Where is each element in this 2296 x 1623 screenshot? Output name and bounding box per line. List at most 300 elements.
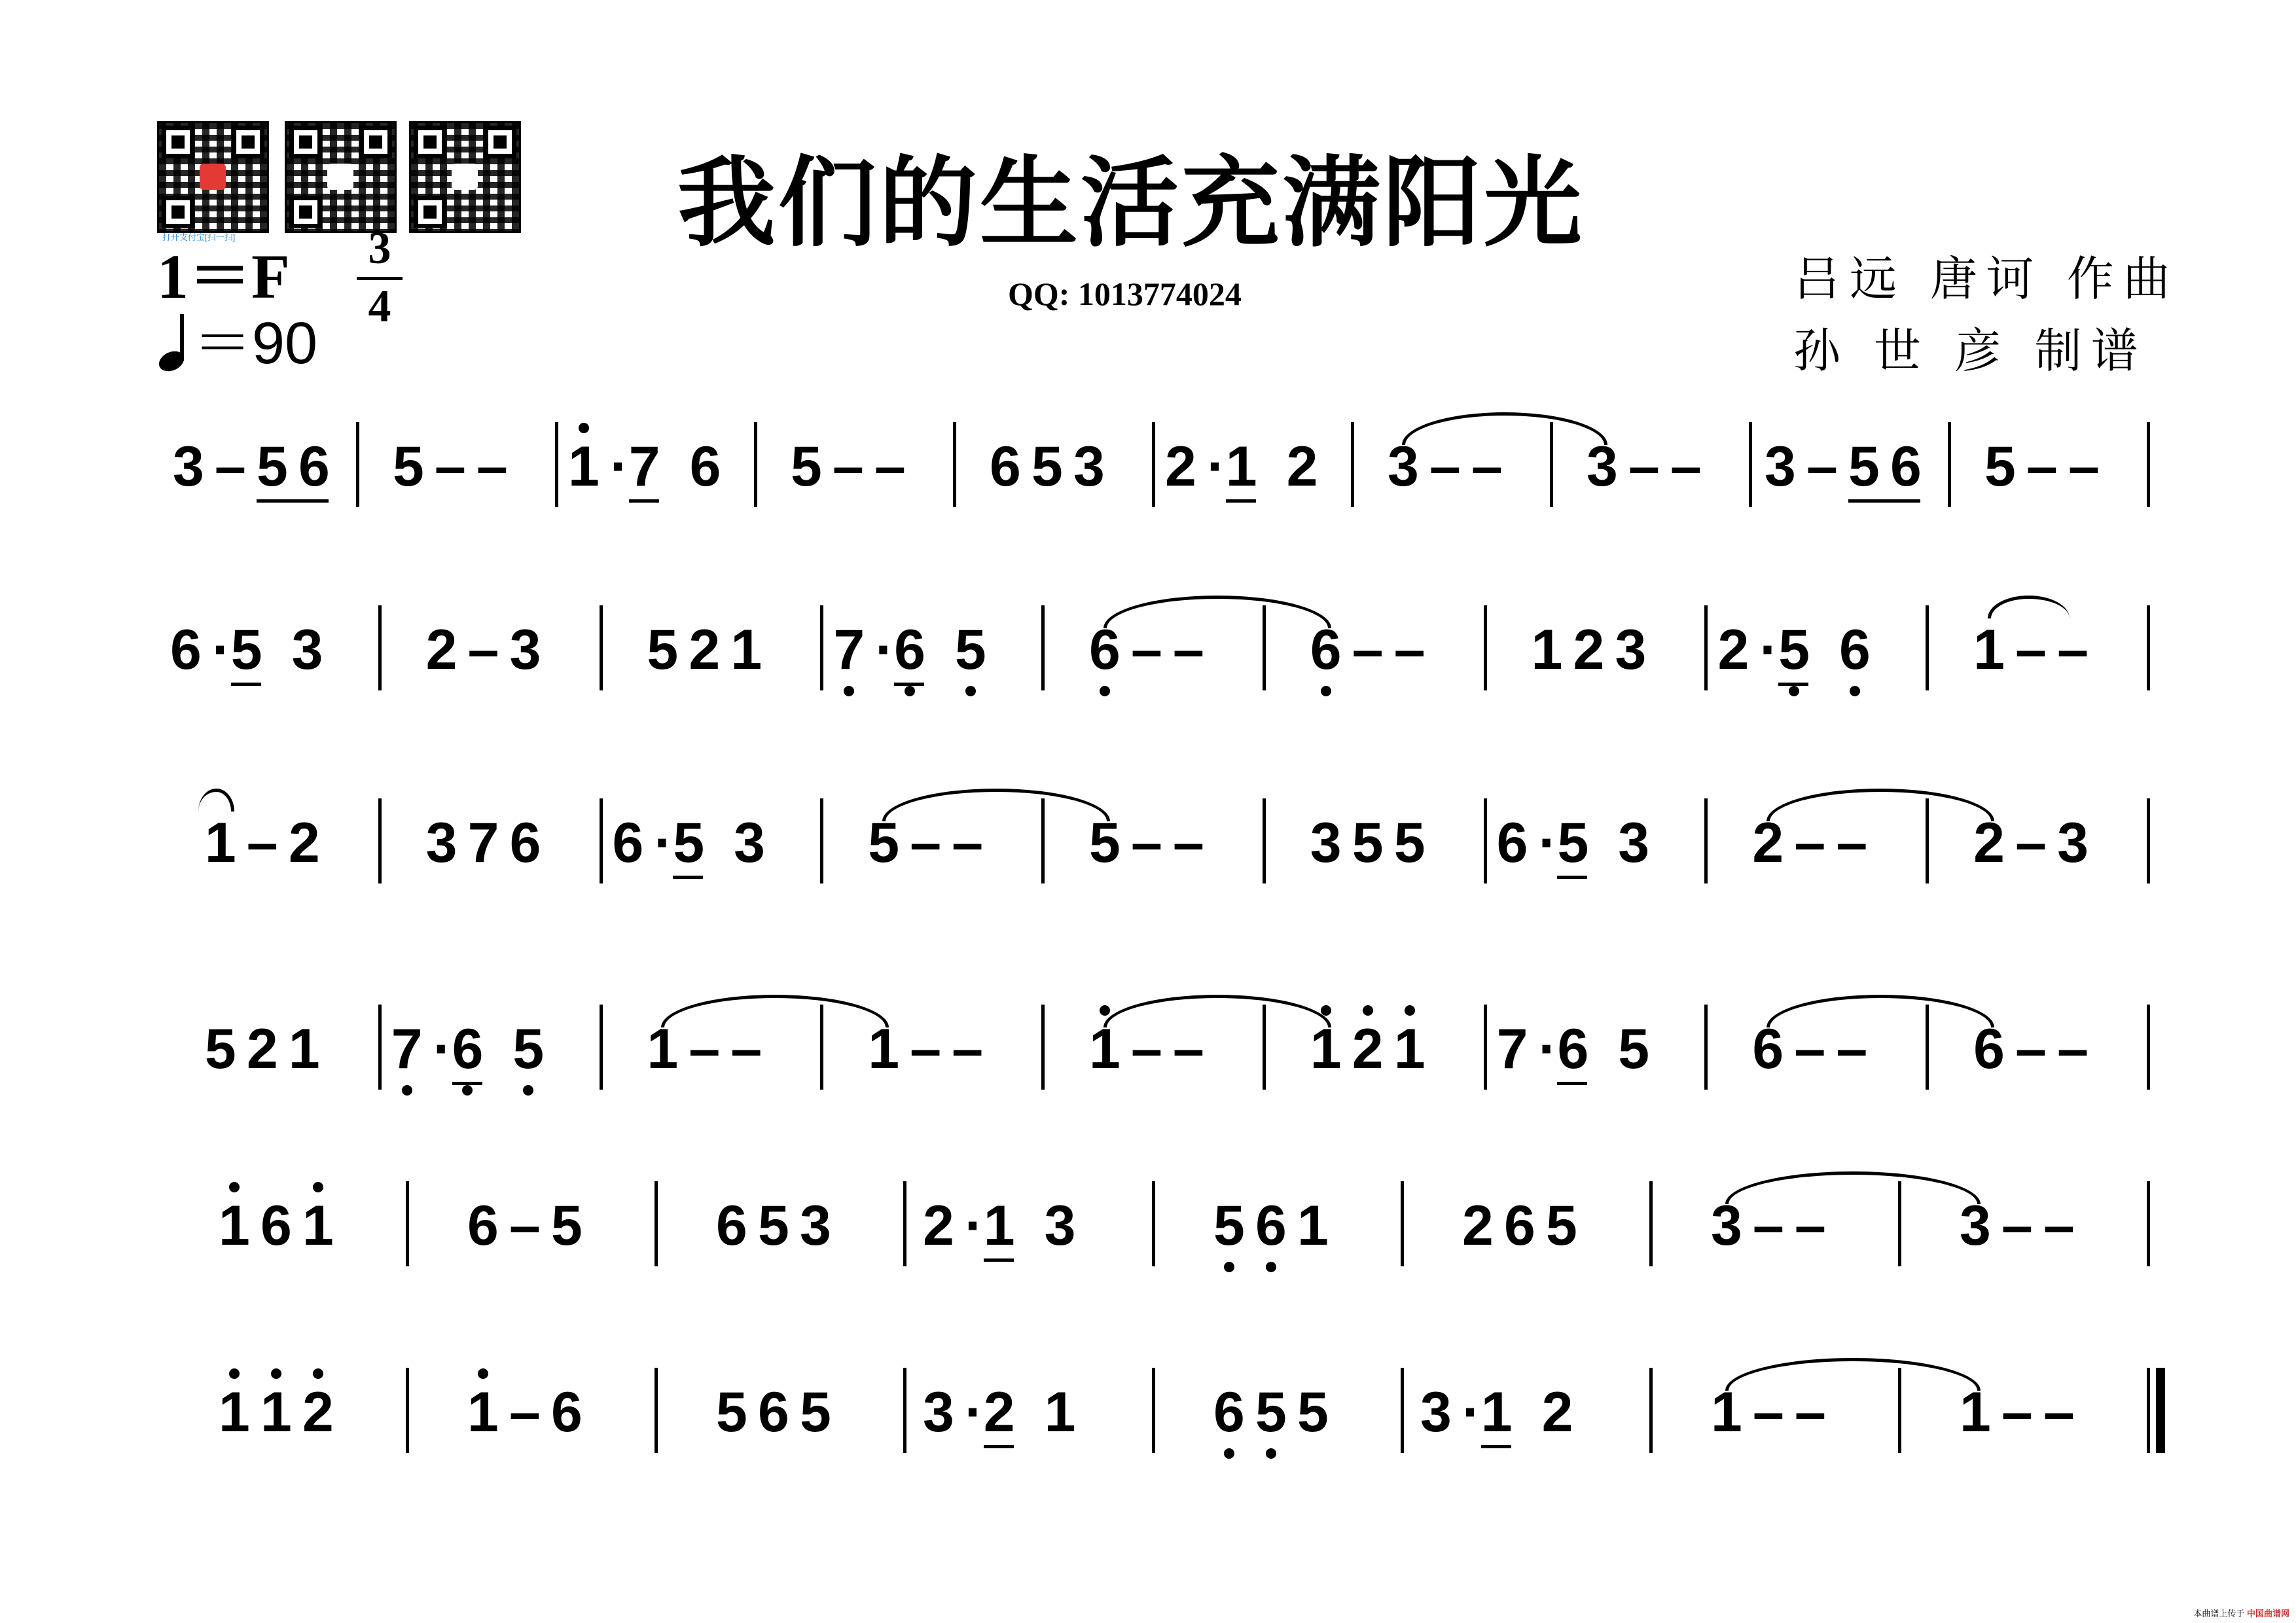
dash: – — [1429, 435, 1461, 498]
barline — [378, 798, 382, 883]
dash: – — [435, 435, 466, 498]
note: 1 — [1973, 618, 2005, 681]
eighth-underline — [1226, 499, 1256, 503]
note: 1 — [288, 1018, 320, 1080]
note: 3 — [1618, 812, 1650, 874]
dash: – — [509, 1194, 541, 1257]
measure — [1263, 779, 1484, 910]
note: 3 — [800, 1194, 831, 1257]
eighth-underline — [1848, 499, 1920, 503]
measure — [1401, 1162, 1649, 1293]
eighth-underline — [984, 1445, 1014, 1448]
note: 1 — [1225, 435, 1257, 498]
note: 1 — [647, 1018, 679, 1080]
octave-dot-below — [1224, 1448, 1234, 1459]
measure — [600, 586, 821, 717]
note: 3 — [2057, 812, 2089, 874]
note: 2 — [1573, 618, 1605, 681]
note: 3 — [1711, 1194, 1742, 1257]
eighth-underline — [673, 876, 703, 879]
eighth-underline — [1778, 683, 1808, 686]
octave-dot-above — [478, 1368, 488, 1379]
barline — [903, 1368, 906, 1453]
octave-dot-below — [844, 686, 854, 696]
qr-caption: 打开支付宝[扫一扫] — [162, 232, 236, 242]
measure — [1704, 586, 1926, 717]
octave-dot-below — [1850, 686, 1860, 696]
note: 3 — [425, 812, 457, 874]
augmentation-dot: · — [965, 1381, 984, 1444]
note: 7 — [1496, 1018, 1528, 1080]
augmentation-dot: · — [1207, 435, 1226, 498]
note: 6 — [1213, 1384, 1245, 1440]
note: 6 — [1890, 435, 1922, 498]
dash: – — [1794, 812, 1826, 874]
time-signature-bottom: 4 — [368, 281, 391, 332]
note: 5 — [1618, 1018, 1650, 1080]
note: 3 — [734, 812, 765, 874]
measure — [356, 402, 555, 533]
note: 5 — [204, 1018, 236, 1080]
note: 3 — [1310, 812, 1342, 874]
dash: – — [2001, 1381, 2033, 1444]
barline — [1263, 798, 1266, 883]
note: 3 — [1044, 1194, 1076, 1257]
note: 1 — [260, 1384, 292, 1440]
note: 5 — [791, 435, 822, 498]
measure — [1948, 402, 2147, 533]
dash: – — [1393, 618, 1426, 681]
measure — [953, 402, 1152, 533]
note: 2 — [1165, 435, 1196, 498]
qr-code-qq — [409, 121, 521, 233]
footer-brand: 中国曲谱网 — [2246, 1609, 2289, 1618]
key-signature-text: 1＝F — [157, 241, 290, 312]
dash: – — [730, 1018, 762, 1080]
note: 1 — [219, 1384, 250, 1440]
note: 2 — [923, 1194, 954, 1257]
note: 6 — [612, 812, 644, 874]
augmentation-dot: · — [965, 1194, 984, 1257]
note: 5 — [800, 1381, 831, 1444]
note: 2 — [1973, 812, 2005, 874]
note: 1 — [730, 618, 762, 681]
barline — [555, 422, 558, 507]
note: 5 — [1297, 1381, 1329, 1444]
barline — [903, 1181, 906, 1266]
song-title: 我们的生活充满阳光 — [677, 145, 1585, 260]
note: 5 — [868, 812, 900, 874]
octave-dot-below — [905, 686, 915, 696]
barline — [1484, 605, 1487, 690]
barline — [1401, 1368, 1404, 1453]
octave-dot-above — [1405, 1005, 1415, 1016]
barline — [1484, 798, 1487, 883]
note: 2 — [1717, 618, 1749, 681]
barline — [1704, 798, 1708, 883]
eighth-underline — [1557, 876, 1587, 879]
measure — [1484, 586, 1705, 717]
barline — [1704, 1005, 1708, 1090]
note: 2 — [1352, 1021, 1384, 1077]
dash: – — [509, 1381, 541, 1444]
dash: – — [215, 435, 246, 498]
dash: – — [1172, 618, 1204, 681]
augmentation-dot: · — [1538, 812, 1558, 874]
note: 1 — [1297, 1194, 1329, 1257]
octave-dot-above — [579, 423, 589, 433]
note: 6 — [1504, 1194, 1535, 1257]
octave-dot-below — [1266, 1262, 1276, 1272]
note: 5 — [1213, 1198, 1245, 1254]
note: 6 — [467, 1194, 499, 1257]
note: 5 — [716, 1381, 747, 1444]
note: 5 — [512, 1021, 544, 1077]
measure — [1152, 402, 1351, 533]
dash: – — [2026, 435, 2058, 498]
note: 1 — [868, 1018, 900, 1080]
note: 5 — [955, 622, 986, 678]
measure — [157, 402, 356, 533]
note: 3 — [1420, 1381, 1452, 1444]
measure — [600, 779, 821, 910]
note: 1 — [1711, 1381, 1742, 1444]
barline — [820, 605, 823, 690]
dash: – — [1836, 1018, 1868, 1080]
barline — [953, 422, 956, 507]
note: 6 — [716, 1194, 747, 1257]
note: 5 — [1848, 435, 1880, 498]
octave-dot-below — [1266, 1448, 1276, 1459]
octave-dot-below — [523, 1085, 533, 1096]
dash: – — [1172, 812, 1204, 874]
measure — [655, 1348, 903, 1479]
note: 2 — [288, 812, 320, 874]
note: 5 — [1778, 622, 1810, 678]
barline — [406, 1368, 409, 1453]
note: 6 — [1310, 622, 1342, 678]
note: 6 — [990, 435, 1021, 498]
octave-dot-below — [1224, 1262, 1234, 1272]
note: 3 — [291, 618, 323, 681]
measure — [1484, 779, 1705, 910]
dash: – — [2057, 618, 2089, 681]
note: 6 — [298, 435, 330, 498]
dash: – — [1836, 812, 1868, 874]
dash: – — [689, 1018, 721, 1080]
measure — [820, 586, 1041, 717]
measure — [655, 1162, 903, 1293]
dash: – — [952, 812, 984, 874]
dash: – — [2057, 1018, 2089, 1080]
note: 1 — [1089, 1021, 1121, 1077]
note: 1 — [1394, 1021, 1426, 1077]
time-signature-top: 3 — [368, 223, 391, 274]
note: 2 — [425, 618, 457, 681]
note: 3 — [173, 435, 204, 498]
barline — [1152, 1368, 1155, 1453]
note: 2 — [1541, 1381, 1573, 1444]
barline — [2147, 798, 2150, 883]
barline — [1152, 1181, 1155, 1266]
dash: – — [910, 812, 942, 874]
dash: – — [2015, 1018, 2047, 1080]
note: 5 — [1088, 812, 1121, 874]
note: 1 — [1960, 1381, 1991, 1444]
note: 1 — [1480, 1381, 1513, 1444]
qq-number: QQ: 1013774024 — [1008, 276, 1242, 312]
barline — [356, 422, 359, 507]
eighth-underline — [984, 1258, 1014, 1262]
qr-code-alipay — [157, 121, 269, 233]
note: 6 — [1496, 812, 1528, 874]
note: 3 — [923, 1381, 954, 1444]
note: 7 — [467, 812, 499, 874]
note: 2 — [983, 1381, 1015, 1444]
measure — [903, 1162, 1152, 1293]
note: 5 — [673, 812, 705, 874]
note: 5 — [1393, 812, 1426, 874]
note: 3 — [1388, 435, 1419, 498]
composer-credit: 吕远 唐诃 作曲 — [1793, 251, 2179, 306]
measure — [157, 1162, 406, 1293]
measure — [1484, 985, 1705, 1116]
note: 2 — [1286, 435, 1318, 498]
barline — [754, 422, 757, 507]
note: 5 — [551, 1194, 583, 1257]
note: 6 — [1089, 622, 1121, 678]
dash: – — [1130, 1018, 1162, 1080]
measure — [754, 402, 953, 533]
octave-dot-above — [1363, 1005, 1373, 1016]
dash: – — [1130, 618, 1162, 681]
dash: – — [2068, 435, 2100, 498]
augmentation-dot: · — [654, 812, 673, 874]
note: 6 — [1839, 622, 1871, 678]
note: 5 — [647, 618, 679, 681]
barline — [1649, 1181, 1653, 1266]
note: 7 — [628, 435, 660, 498]
octave-dot-above — [313, 1182, 323, 1192]
note: 3 — [1073, 435, 1105, 498]
barline — [1152, 422, 1155, 507]
note: 2 — [246, 1018, 278, 1080]
barline — [1484, 1005, 1487, 1090]
note: 6 — [452, 1021, 484, 1077]
barline — [655, 1181, 658, 1266]
measure — [157, 779, 378, 910]
note: 6 — [551, 1381, 583, 1444]
note: 6 — [170, 618, 202, 681]
note: 1 — [302, 1198, 334, 1254]
dash: – — [1795, 1194, 1826, 1257]
note: 1 — [983, 1194, 1015, 1257]
dash: – — [1753, 1381, 1784, 1444]
note: 2 — [1462, 1194, 1494, 1257]
augmentation-dot: · — [1538, 1018, 1558, 1080]
barline — [600, 1005, 603, 1090]
barline — [1041, 1005, 1045, 1090]
augmentation-dot: · — [212, 618, 231, 681]
note: 2 — [1752, 812, 1784, 874]
measure — [157, 586, 378, 717]
dash: – — [952, 1018, 984, 1080]
augmentation-dot: · — [433, 1018, 452, 1080]
eighth-underline — [1557, 1082, 1587, 1085]
time-signature — [357, 223, 403, 332]
footer-credit — [2193, 1607, 2289, 1619]
octave-dot-above — [229, 1182, 240, 1192]
note: 6 — [260, 1194, 292, 1257]
eighth-underline — [257, 499, 329, 503]
note: 1 — [1531, 618, 1563, 681]
augmentation-dot: · — [875, 618, 894, 681]
key-signature — [157, 241, 290, 312]
dash: – — [2001, 1194, 2033, 1257]
score-row — [0, 1162, 2296, 1293]
note: 5 — [1546, 1194, 1577, 1257]
barline — [1704, 605, 1708, 690]
measure — [378, 779, 600, 910]
tempo-value: ＝90 — [193, 311, 318, 376]
dash: – — [1753, 1194, 1784, 1257]
dash: – — [1806, 435, 1838, 498]
note: 6 — [1255, 1198, 1287, 1254]
dash: – — [246, 812, 278, 874]
octave-dot-below — [1789, 686, 1799, 696]
note: 6 — [894, 622, 925, 678]
dash: – — [833, 435, 864, 498]
measure — [378, 985, 600, 1116]
barline — [2147, 1181, 2150, 1266]
barline — [655, 1368, 658, 1453]
dash: – — [1795, 1381, 1826, 1444]
dash: – — [2043, 1194, 2075, 1257]
measure — [378, 586, 600, 717]
eighth-underline — [452, 1082, 482, 1085]
qr-code-wechat — [285, 121, 397, 233]
barline — [600, 605, 603, 690]
note: 6 — [1752, 1018, 1784, 1080]
note: 2 — [689, 618, 721, 681]
augmentation-dot: · — [610, 435, 629, 498]
score-row — [0, 402, 2296, 533]
octave-dot-above — [271, 1368, 281, 1379]
barline — [1401, 1181, 1404, 1266]
dash: – — [467, 618, 499, 681]
dash: – — [1471, 435, 1503, 498]
barline — [2147, 422, 2150, 507]
eighth-underline — [1481, 1445, 1511, 1448]
score-row — [0, 1348, 2296, 1479]
final-barline — [2156, 1368, 2165, 1453]
note: 6 — [758, 1381, 789, 1444]
dash: – — [2015, 812, 2047, 874]
dash: – — [2015, 618, 2047, 681]
barline — [600, 798, 603, 883]
note: 3 — [1765, 435, 1796, 498]
measure — [555, 402, 754, 533]
measure — [1152, 1348, 1401, 1479]
note: 6 — [689, 435, 721, 498]
dash: – — [1352, 618, 1384, 681]
dash: – — [1628, 435, 1660, 498]
note: 3 — [1615, 618, 1647, 681]
transcriber-credit: 孙 世 彦 制谱 — [1793, 323, 2147, 378]
dash: – — [910, 1018, 942, 1080]
note: 1 — [1310, 1021, 1342, 1077]
dash: – — [1130, 812, 1162, 874]
note: 3 — [509, 618, 541, 681]
note: 5 — [1031, 435, 1063, 498]
note: 1 — [568, 438, 600, 495]
barline — [378, 1005, 382, 1090]
barline — [2147, 1368, 2150, 1453]
note: 5 — [393, 435, 424, 498]
note: 1 — [467, 1384, 499, 1440]
augmentation-dot: · — [1759, 618, 1779, 681]
barline — [1041, 605, 1045, 690]
eighth-underline — [231, 683, 261, 686]
note: 3 — [1960, 1194, 1991, 1257]
octave-dot-below — [462, 1085, 473, 1096]
dash: – — [476, 435, 508, 498]
note: 2 — [302, 1384, 334, 1440]
barline — [820, 798, 823, 883]
note: 3 — [1587, 435, 1618, 498]
barline — [2147, 1005, 2150, 1090]
barline — [406, 1181, 409, 1266]
note: 1 — [219, 1198, 250, 1254]
octave-dot-below — [1321, 686, 1331, 696]
eighth-underline — [894, 683, 924, 686]
note: 5 — [758, 1194, 789, 1257]
measure — [406, 1162, 655, 1293]
note: 6 — [1973, 1018, 2005, 1080]
barline — [1926, 605, 1929, 690]
note: 7 — [391, 1021, 423, 1077]
measure — [1152, 1162, 1401, 1293]
dash: – — [2043, 1381, 2075, 1444]
octave-dot-below — [965, 686, 976, 696]
measure — [157, 985, 378, 1116]
tempo-marking — [157, 311, 318, 376]
note: 5 — [230, 618, 262, 681]
measure — [903, 1348, 1152, 1479]
measure — [1749, 402, 1948, 533]
augmentation-dot: · — [1462, 1381, 1481, 1444]
octave-dot-below — [402, 1085, 412, 1096]
measure — [406, 1348, 655, 1479]
note: 5 — [1352, 812, 1384, 874]
note: 5 — [1557, 812, 1589, 874]
octave-dot-above — [313, 1368, 323, 1379]
note: 7 — [833, 622, 865, 678]
barline — [378, 605, 382, 690]
dash: – — [1172, 1018, 1204, 1080]
note: 1 — [204, 812, 236, 874]
measure — [1401, 1348, 1649, 1479]
dash: – — [874, 435, 906, 498]
note: 6 — [1557, 1018, 1589, 1080]
barline — [1948, 422, 1951, 507]
barline — [1649, 1368, 1653, 1453]
note: 5 — [1255, 1384, 1287, 1440]
note: 6 — [509, 812, 541, 874]
measure — [157, 1348, 406, 1479]
barline — [2147, 605, 2150, 690]
dash: – — [1794, 1018, 1826, 1080]
